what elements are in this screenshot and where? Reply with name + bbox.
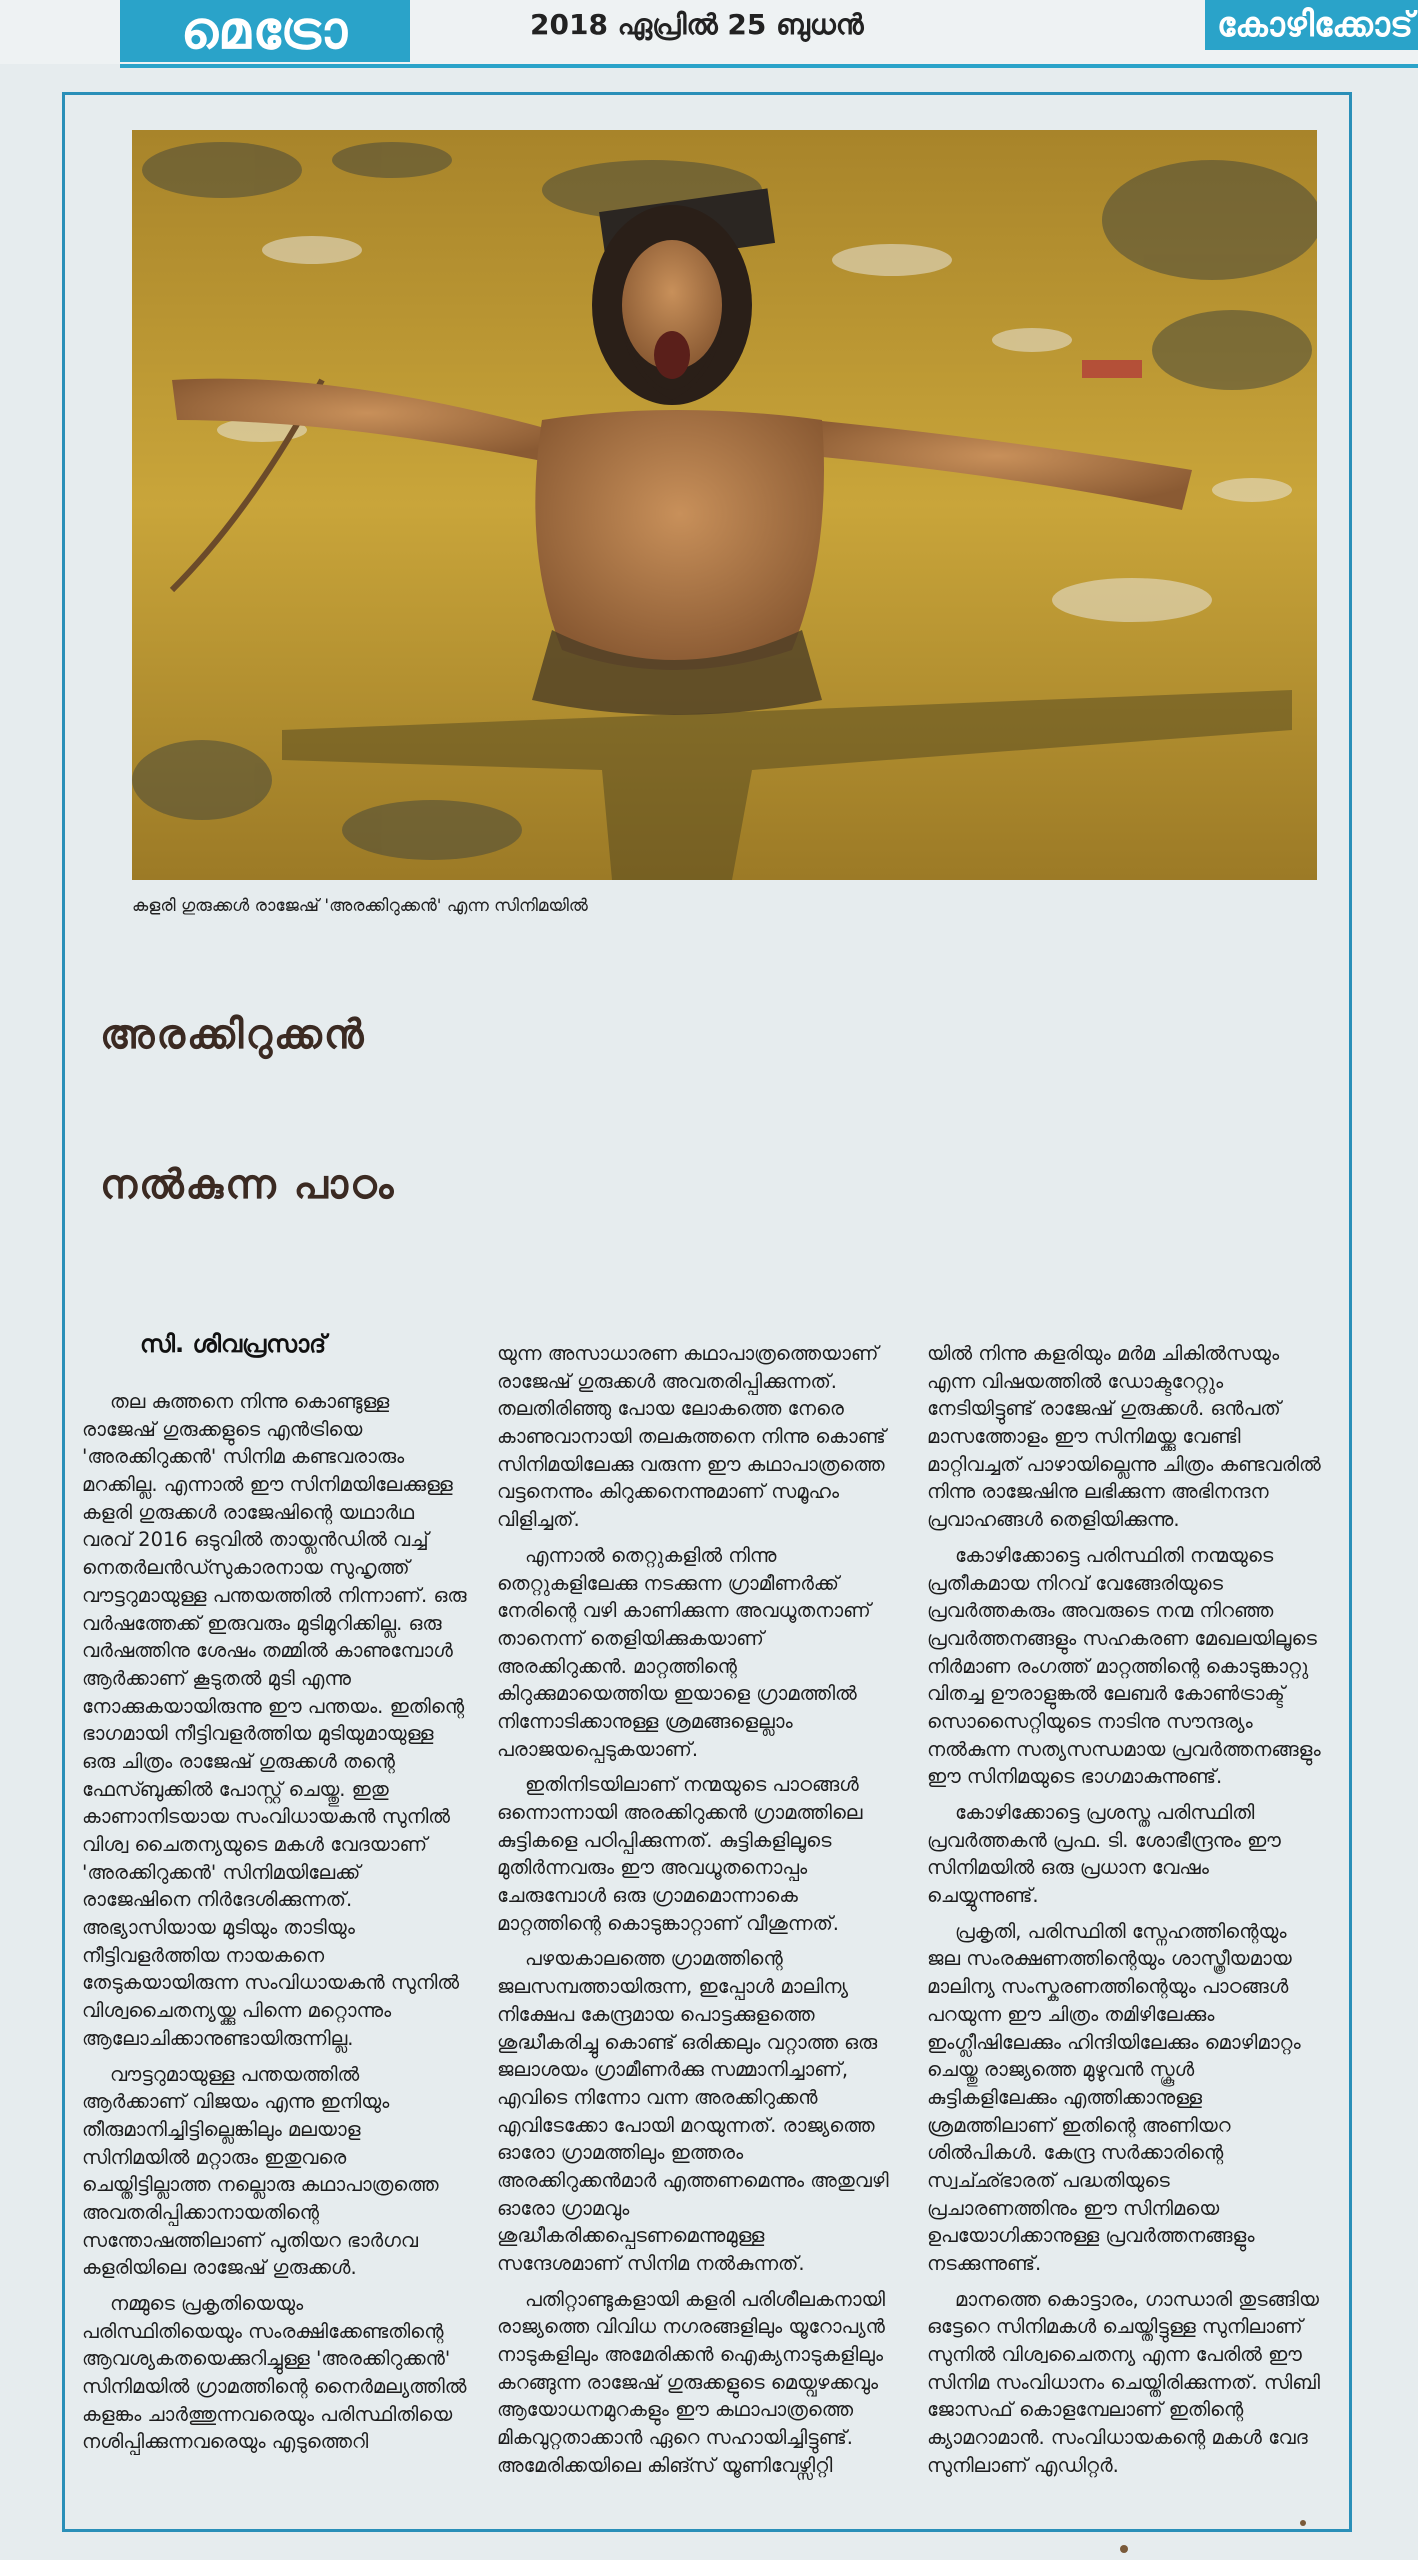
- paragraph: ഇതിനിടയിലാണ് നന്മയുടെ പാഠങ്ങൾ ഒന്നൊന്നായി അരക്കിറുക്കൻ ഗ്രാമത്തിലെ കുട്ടികളെ പഠിപ്പിക്കുന്നത്. കുട്ടികളിലൂടെ മുതിർന്നവരും ഈ അവധൂതനൊപ്പം ചേരുമ്പോൾ ഒരു ഗ്രാമമൊന്നാകെ മാറ്റത്തിന്റെ കൊടുങ്കാറ്റാണ് വീശുന്നത്.: [497, 1773, 863, 1935]
- paragraph: യിൽ നിന്നു കളരിയും മർമ ചികിൽസയും എന്ന വിഷയത്തിൽ ഡോക്ടറേറ്റും നേടിയിട്ടുണ്ട് രാജേഷ് ഗുരുക്കൾ. ഒൻപത് മാസത്തോളം ഈ സിനിമയ്ക്കു വേണ്ടി മാറ്റിവച്ചത് പാഴായില്ലെന്നു ചിത്രം കണ്ടവരിൽ നിന്നു രാജേഷിനു ലഭിക്കുന്ന അഭിനന്ദന പ്രവാഹങ്ങൾ തെളിയിക്കുന്നു.: [927, 1342, 1321, 1532]
- masthead-rule: [120, 64, 1418, 68]
- headline-line-1: അരക്കിറുക്കൻ: [100, 1012, 366, 1058]
- photo-illustration: [132, 130, 1317, 880]
- photo-caption: കളരി ഗുരുക്കൾ രാജേഷ് 'അരക്കിറുക്കൻ' എന്ന സിനിമയിൽ: [132, 896, 588, 916]
- paragraph: പഴയകാലത്തെ ഗ്രാമത്തിന്റെ ജലസമ്പത്തായിരുന്ന, ഇപ്പോൾ മാലിന്യ നിക്ഷേപ കേന്ദ്രമായ പൊട്ടക്കുളത്തെ ശുദ്ധീകരിച്ചു കൊണ്ട് ഒരിക്കലും വറ്റാത്ത ഒരു ജലാശയം ഗ്രാമീണർക്കു സമ്മാനിച്ചാണ്, എവിടെ നിന്നോ വന്ന അരക്കിറുക്കൻ എവിടേക്കോ പോയി മറയുന്നത്. രാജ്യത്തെ ഓരോ ഗ്രാമത്തിലും ഇത്തരം അരക്കിറുക്കൻമാർ എത്തണമെന്നും അതുവഴി ഓരോ ഗ്രാമവും ശുദ്ധീകരിക്കപ്പെടണമെന്നുമുള്ള സന്ദേശമാണ് സിനിമ നൽകുന്നത്.: [497, 1947, 889, 2275]
- paragraph: കോഴിക്കോട്ടെ പ്രശസ്ത പരിസ്ഥിതി പ്രവർത്തകൻ പ്രഫ. ടി. ശോഭീന്ദ്രനും ഈ സിനിമയിൽ ഒരു പ്രധാന വേഷം ചെയ്യുന്നുണ്ട്.: [927, 1801, 1281, 1908]
- section-logo: മെട്രോ: [120, 0, 410, 62]
- paragraph: എന്നാൽ തെറ്റുകളിൽ നിന്നു തെറ്റുകളിലേക്കു നടക്കുന്ന ഗ്രാമീണർക്ക് നേരിന്റെ വഴി കാണിക്കുന്ന അവധൂതനാണ് താനെന്ന് തെളിയിക്കുകയാണ് അരക്കിറുക്കൻ. മാറ്റത്തിന്റെ കിറുക്കുമായെത്തിയ ഇയാളെ ഗ്രാമത്തിൽ നിന്നോടിക്കാനുള്ള ശ്രമങ്ങളെല്ലാം പരാജയപ്പെടുകയാണ്.: [497, 1543, 871, 1761]
- issue-date: 2018 ഏപ്രിൽ 25 ബുധൻ: [530, 8, 864, 41]
- masthead: [0, 0, 1418, 64]
- paragraph: തല കുത്തനെ നിന്നു കൊണ്ടുള്ള രാജേഷ് ഗുരുക്കളുടെ എൻട്രിയെ 'അരക്കിറുക്കൻ' സിനിമ കണ്ടവരാരും മറക്കില്ല. എന്നാൽ ഈ സിനിമയിലേക്കുള്ള കളരി ഗുരുക്കൾ രാജേഷിന്റെ യഥാർഥ വരവ് 2016 ഒടുവിൽ തായ്ലൻഡിൽ വച്ച് നെതർലൻഡ്സുകാരനായ സുഹൃത്ത് വൗട്ടറുമായുള്ള പന്തയത്തിൽ നിന്നാണ്. ഒരു വർഷത്തേക്ക് ഇരുവരും മുടിമുറിക്കില്ല. ഒരു വർഷത്തിനു ശേഷം തമ്മിൽ കാണുമ്പോൾ ആർക്കാണ് കൂടുതൽ മുടി എന്നു നോക്കുകയായിരുന്നു ഈ പന്തയം. ഇതിന്റെ ഭാഗമായി നീട്ടിവളർത്തിയ മുടിയുമായുള്ള ഒരു ചിത്രം രാജേഷ് ഗുരുക്കൾ തന്റെ ഫേസ്ബുക്കിൽ പോസ്റ്റ് ചെയ്തു. ഇതു കാണാനിടയായ സംവിധായകൻ സുനിൽ വിശ്വ ചൈതന്യയുടെ മകൾ വേദയാണ് 'അരക്കിറുക്കൻ' സിനിമയിലേക്ക് രാജേഷിനെ നിർദേശിക്കുന്നത്. അഭ്യാസിയായ മുടിയും താടിയും നീട്ടിവളർത്തിയ നായകനെ തേടുകയായിരുന്ന സംവിധായകൻ സുനിൽ വിശ്വചൈതന്യയ്ക്കു പിന്നെ മറ്റൊന്നും ആലോചിക്കാനുണ്ടായിരുന്നില്ല.: [82, 1390, 467, 2050]
- edition-label: കോഴിക്കോട്: [1205, 0, 1418, 50]
- article-column-2: [497, 1340, 889, 2488]
- article-headline: [100, 960, 1330, 1260]
- byline: സി. ശിവപ്രസാദ്: [140, 1330, 327, 1358]
- paragraph: വൗട്ടറുമായുള്ള പന്തയത്തിൽ ആർക്കാണ് വിജയം എന്നു ഇനിയും തീരുമാനിച്ചിട്ടില്ലെങ്കിലും മലയാള സിനിമയിൽ മറ്റാരും ഇതുവരെ ചെയ്തിട്ടില്ലാത്ത നല്ലൊരു കഥാപാത്രത്തെ അവതരിപ്പിക്കാനായതിന്റെ സന്തോഷത്തിലാണ് പുതിയറ ഭാർഗവ കളരിയിലെ രാജേഷ് ഗുരുക്കൾ.: [82, 2062, 439, 2280]
- paragraph: നമ്മുടെ പ്രകൃതിയെയും പരിസ്ഥിതിയെയും സംരക്ഷിക്കേണ്ടതിന്റെ ആവശ്യകതയെക്കുറിച്ചുള്ള 'അരക്കിറുക്കൻ' സിനിമയിൽ ഗ്രാമത്തിന്റെ നൈർമല്യത്തിൽ കളങ്കം ചാർത്തുന്നവരെയും പരിസ്ഥിതിയെ നശിപ്പിക്കുന്നവരെയും എടുത്തെറി: [82, 2292, 467, 2454]
- ink-spot: [1300, 2520, 1306, 2526]
- article-column-3: [927, 1340, 1325, 2488]
- headline-line-2: നൽകുന്ന പാഠം: [100, 1162, 396, 1208]
- paragraph: മാനത്തെ കൊട്ടാരം, ഗാന്ധാരി തുടങ്ങിയ ഒട്ടേറെ സിനിമകൾ ചെയ്തിട്ടുള്ള സുനിലാണ് സുനിൽ വിശ്വചൈതന്യ എന്ന പേരിൽ ഈ സിനിമ സംവിധാനം ചെയ്തിരിക്കുന്നത്. സിബി ജോസഫ് കൊളമ്പേലാണ് ഇതിന്റെ ക്യാമറാമാൻ. സംവിധായകന്റെ മകൾ വേദ സുനിലാണ് എഡിറ്റർ.: [927, 2287, 1320, 2477]
- paragraph: പതിറ്റാണ്ടുകളായി കളരി പരിശീലകനായി രാജ്യത്തെ വിവിധ നഗരങ്ങളിലും യൂറോപ്യൻ നാടുകളിലും അമേരിക്കൻ ഐക്യനാടുകളിലും കറങ്ങുന്ന രാജേഷ് ഗുരുക്കളുടെ മെയ്വഴക്കവും ആയോധനമുറകളും ഈ കഥാപാത്രത്തെ മികവുറ്റതാക്കാൻ ഏറെ സഹായിച്ചിട്ടുണ്ട്. അമേരിക്കയിലെ കിങ്സ് യൂണിവേഴ്സിറ്റി: [497, 2287, 885, 2477]
- paragraph: പ്രകൃതി, പരിസ്ഥിതി സ്നേഹത്തിന്റെയും ജല സംരക്ഷണത്തിന്റെയും ശാസ്ത്രീയമായ മാലിന്യ സംസ്കരണത്തിന്റെയും പാഠങ്ങൾ പറയുന്ന ഈ ചിത്രം തമിഴിലേക്കും ഇംഗ്ലീഷിലേക്കും ഹിന്ദിയിലേക്കും മൊഴിമാറ്റം ചെയ്തു രാജ്യത്തെ മുഴുവൻ സ്കൂൾ കുട്ടികളിലേക്കും എത്തിക്കാനുള്ള ശ്രമത്തിലാണ് ഇതിന്റെ അണിയറ ശിൽപികൾ. കേന്ദ്ര സർക്കാരിന്റെ സ്വച്ഛ്ഭാരത് പദ്ധതിയുടെ പ്രചാരണത്തിനും ഈ സിനിമയെ ഉപയോഗിക്കാനുള്ള പ്രവർത്തനങ്ങളും നടക്കുന്നുണ്ട്.: [927, 1919, 1301, 2275]
- article-column-1: [82, 1388, 467, 2464]
- article-photo: [132, 130, 1317, 880]
- ink-spot: [1120, 2545, 1128, 2553]
- paragraph: യുന്ന അസാധാരണ കഥാപാത്രത്തെയാണ് രാജേഷ് ഗുരുക്കൾ അവതരിപ്പിക്കുന്നത്. തലതിരിഞ്ഞു പോയ ലോകത്തെ നേരെ കാണുവാനായി തലകുത്തനെ നിന്നു കൊണ്ട് സിനിമയിലേക്കു വരുന്ന ഈ കഥാപാത്രത്തെ വട്ടനെന്നും കിറുക്കനെന്നുമാണ് സമൂഹം വിളിച്ചത്.: [497, 1342, 886, 1532]
- paragraph: കോഴിക്കോട്ടെ പരിസ്ഥിതി നന്മയുടെ പ്രതീകമായ നിറവ് വേങ്ങേരിയുടെ പ്രവർത്തകരും അവരുടെ നന്മ നിറഞ്ഞ പ്രവർത്തനങ്ങളും സഹകരണ മേഖലയിലൂടെ നിർമാണ രംഗത്ത് മാറ്റത്തിന്റെ കൊടുങ്കാറ്റു വിതച്ച ഊരാളുങ്കൽ ലേബർ കോൺട്രാക്ട് സൊസൈറ്റിയുടെ നാടിനു സൗന്ദര്യം നൽകുന്ന സത്യസന്ധമായ പ്രവർത്തനങ്ങളും ഈ സിനിമയുടെ ഭാഗമാകുന്നുണ്ട്.: [927, 1543, 1321, 1789]
